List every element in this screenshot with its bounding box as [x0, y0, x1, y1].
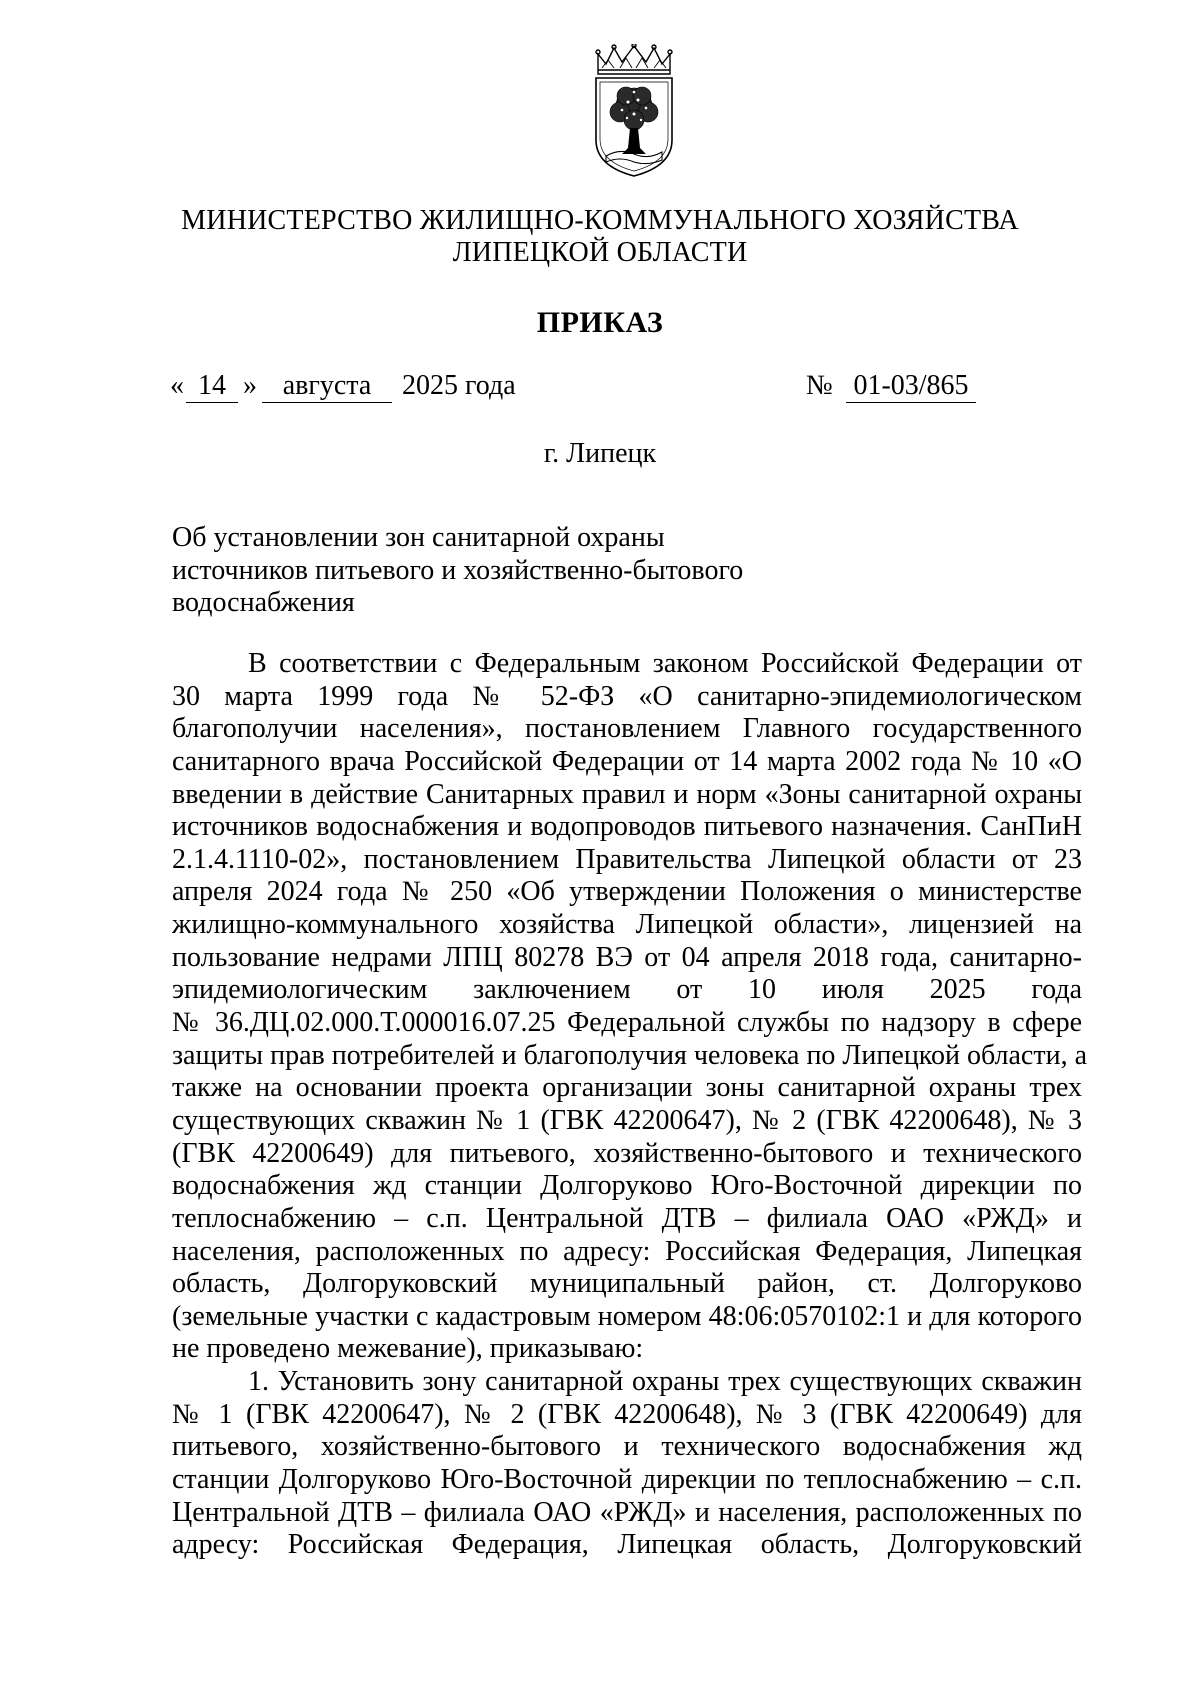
date-day: 14: [186, 370, 238, 403]
body-line: пользование недрами ЛПЦ 80278 ВЭ от 04 апреля 2018 года, санитарно-: [172, 941, 1082, 973]
body-line: питьевого, хозяйственно-бытового и технического водоснабжения жд: [172, 1431, 1082, 1463]
body-line: В соответствии с Федеральным законом Российской Федерации от: [248, 648, 1082, 679]
ministry-name-line1: МИНИСТЕРСТВО ЖИЛИЩНО-КОММУНАЛЬНОГО ХОЗЯЙСТВА: [181, 205, 1019, 236]
body-line: эпидемиологическим заключением от 10 июля 2025 года: [172, 974, 1082, 1006]
body-line: источников водоснабжения и водопроводов питьевого назначения. СанПиН: [172, 811, 1082, 843]
body-line: жилищно-коммунального хозяйства Липецкой области», лицензией на: [172, 909, 1082, 941]
body-line: благополучии населения», постановлением Главного государственного: [172, 713, 1082, 745]
body-line: населения, расположенных по адресу: Российская Федерация, Липецкая: [172, 1235, 1082, 1267]
date-close-quote: »: [243, 370, 257, 401]
order-body: [172, 648, 1087, 1562]
body-line: введении в действие Санитарных правил и норм «Зоны санитарной охраны: [172, 778, 1082, 810]
body-line: существующих скважин № 1 (ГВК 42200647), № 2 (ГВК 42200648), № 3: [172, 1104, 1082, 1136]
body-line: теплоснабжению – с.п. Центральной ДТВ – филиала ОАО «РЖД» и: [172, 1202, 1082, 1234]
lipetsk-coat-of-arms-icon: [592, 44, 676, 178]
body-line: санитарного врача Российской Федерации от 14 марта 2002 года № 10 «О: [172, 745, 1082, 777]
body-line: водоснабжения жд станции Долгоруково Юго-Восточной дирекции по: [172, 1170, 1082, 1202]
body-line: адресу: Российская Федерация, Липецкая область, Долгоруковский: [172, 1529, 1082, 1561]
body-line: также на основании проекта организации зоны санитарной охраны трех: [172, 1072, 1082, 1104]
date-year: 2025 года: [402, 370, 516, 401]
city-name: г. Липецк: [543, 438, 657, 469]
body-line: (ГВК 42200649) для питьевого, хозяйственно-бытового и технического: [172, 1137, 1082, 1169]
subject-line: водоснабжения: [172, 587, 355, 618]
body-line: защиты прав потребителей и благополучия человека по Липецкой области, а: [172, 1039, 1087, 1071]
body-line: не проведено межевание), приказываю:: [172, 1333, 644, 1365]
body-line: Центральной ДТВ – филиала ОАО «РЖД» и населения, расположенных по: [172, 1496, 1082, 1528]
body-line: № 1 (ГВК 42200647), № 2 (ГВК 42200648), № 3 (ГВК 42200649) для: [172, 1398, 1082, 1430]
body-line: 30 марта 1999 года № 52-ФЗ «О санитарно-эпидемиологическом: [172, 680, 1082, 712]
order-number-sign: №: [806, 370, 833, 401]
body-line: 1. Установить зону санитарной охраны трех существующих скважин: [248, 1366, 1082, 1398]
document-type-title: ПРИКАЗ: [536, 306, 664, 339]
body-line: (земельные участки с кадастровым номером 48:06:0570102:1 и для которого: [172, 1300, 1082, 1332]
body-line: область, Долгоруковский муниципальный район, ст. Долгоруково: [172, 1268, 1082, 1300]
order-subject: [172, 522, 743, 620]
date-month: августа: [262, 370, 392, 403]
body-line: станции Долгоруково Юго-Восточной дирекции по теплоснабжению – с.п.: [172, 1464, 1082, 1496]
subject-line: Об установлении зон санитарной охраны: [172, 522, 665, 553]
body-line: апреля 2024 года № 250 «Об утверждении Положения о министерстве: [172, 876, 1082, 908]
date-open-quote: «: [170, 370, 184, 401]
subject-line: источников питьевого и хозяйственно-бытового: [172, 554, 744, 586]
order-number: 01-03/865: [846, 370, 976, 403]
ministry-name-line2: ЛИПЕЦКОЙ ОБЛАСТИ: [452, 237, 748, 268]
body-line: 2.1.4.1110-02», постановлением Правительства Липецкой области от 23: [172, 843, 1082, 875]
body-line: № 36.ДЦ.02.000.Т.000016.07.25 Федеральной службы по надзору в сфере: [172, 1007, 1082, 1039]
